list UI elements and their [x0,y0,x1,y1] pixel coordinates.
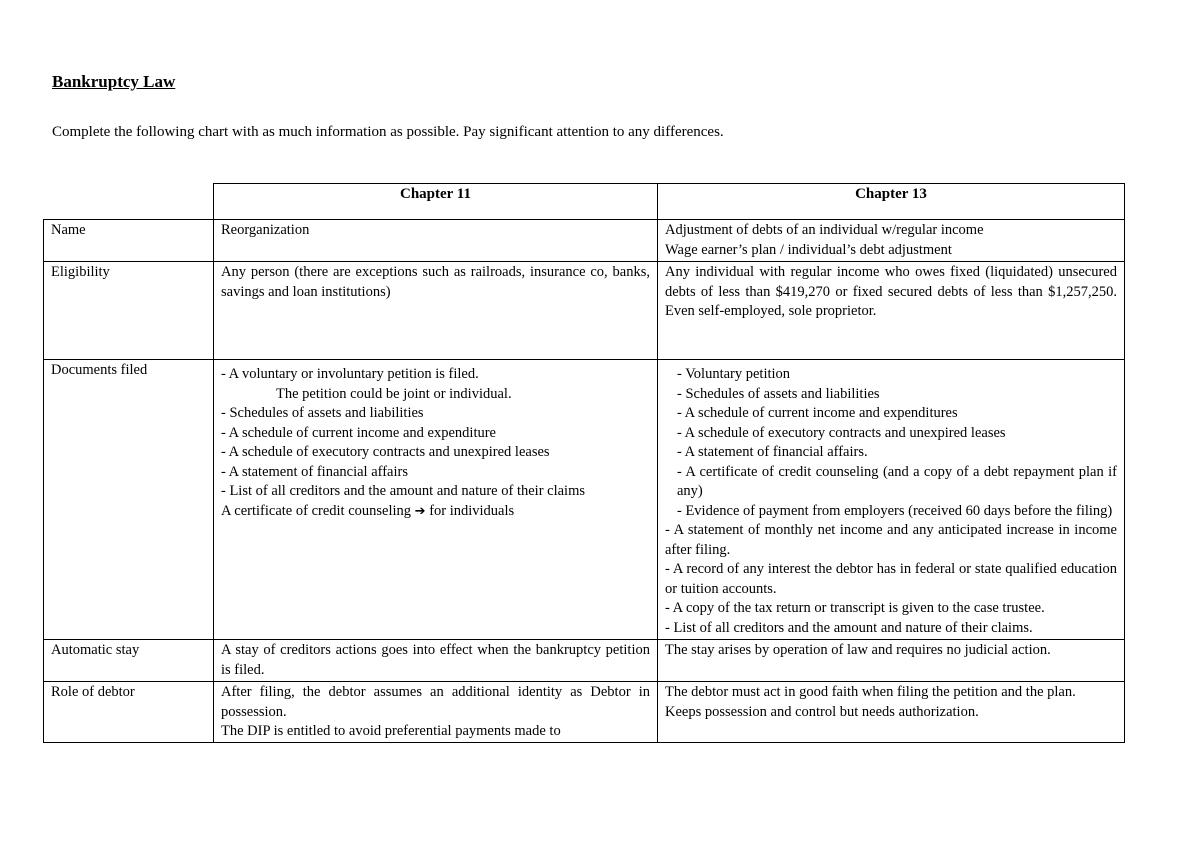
name-ch11-cell [214,220,658,262]
list-item: - A certificate of credit counseling (and a copy of a debt repayment plan if any) [677,463,1117,499]
eligibility-ch11-cell: Any person (there are exceptions such as railroads, insurance co, banks, savings and loan institutions) [214,262,658,360]
role-ch11-line: The DIP is entitled to avoid preferential payments made to [221,723,561,739]
automatic-stay-label: Automatic stay [44,640,214,682]
page-title: Bankruptcy Law [52,72,176,91]
list-item: - A schedule of current income and expenditures [677,405,958,421]
credit-counseling-text: A certificate of credit counseling [221,502,412,519]
list-item: - A record of any interest the debtor has in federal or state qualified education or tuition accounts. [665,561,1117,597]
list-item: - A schedule of current income and expenditure [221,424,496,441]
comparison-chart [43,183,1125,743]
instructions-text: Complete the following chart with as much information as possible. Pay significant attention to any differences. [52,124,724,140]
list-item: - A statement of financial affairs [221,463,408,480]
header-row [44,184,1125,220]
documents-ch11-cell [214,360,658,640]
list-item [221,502,650,522]
role-of-debtor-label: Role of debtor [44,682,214,743]
automatic-stay-ch11-cell: A stay of creditors actions goes into effect when the bankruptcy petition is filed. [214,640,658,682]
list-item: - A statement of monthly net income and any anticipated increase in income after filing. [665,522,1117,558]
role-of-debtor-ch13-cell [658,682,1125,743]
eligibility-label: Eligibility [44,262,214,360]
name-ch13-cell [658,220,1125,262]
role-ch13-line: Keeps possession and control but needs authorization. [665,703,979,720]
list-item: The petition could be joint or individual. [276,385,512,402]
list-item: - Evidence of payment from employers (received 60 days before the filing) [677,502,1113,519]
list-item: - A statement of financial affairs. [677,444,868,460]
list-item: - A schedule of executory contracts and unexpired leases [221,444,550,460]
list-item: - Schedules of assets and liabilities [677,385,880,402]
automatic-stay-row [44,640,1125,682]
role-of-debtor-row [44,682,1125,743]
role-ch13-line: The debtor must act in good faith when filing the petition and the plan. [665,684,1076,700]
eligibility-ch13-cell: Any individual with regular income who owes fixed (liquidated) unsecured debts of less than $419,270 or fixed secured debts of less than $1,257,250. Even self-employed, sole proprietor. [658,262,1125,360]
name-ch11-text: Reorganization [221,222,310,238]
eligibility-row [44,262,1125,360]
list-item: - A schedule of executory contracts and unexpired leases [677,424,1006,441]
role-ch11-line: After filing, the debtor assumes an additional identity as Debtor in possession. [221,684,650,720]
documents-ch13-cell [658,360,1125,640]
name-label: Name [44,220,214,262]
list-item: - A copy of the tax return or transcript is given to the case trustee. [665,600,1045,616]
documents-row [44,360,1125,640]
arrow-right-icon: ➔ [414,503,426,519]
for-individuals-text: for individuals [429,502,515,519]
name-row [44,220,1125,262]
name-ch13-line: Adjustment of debts of an individual w/regular income [665,222,984,238]
list-item: - Schedules of assets and liabilities [221,405,424,421]
documents-label: Documents filed [44,360,214,640]
list-item: - List of all creditors and the amount and nature of their claims. [665,619,1033,636]
name-ch13-line: Wage earner’s plan / individual’s debt adjustment [665,241,952,258]
automatic-stay-ch13-cell: The stay arises by operation of law and requires no judicial action. [658,640,1125,682]
chapter-13-header: Chapter 13 [658,184,1125,220]
role-of-debtor-ch11-cell [214,682,658,743]
list-item: - List of all creditors and the amount and nature of their claims [221,483,585,499]
list-item: - Voluntary petition [677,366,791,382]
list-item: - A voluntary or involuntary petition is filed. [221,366,479,382]
chapter-11-header: Chapter 11 [214,184,658,220]
empty-corner-cell [44,184,214,220]
